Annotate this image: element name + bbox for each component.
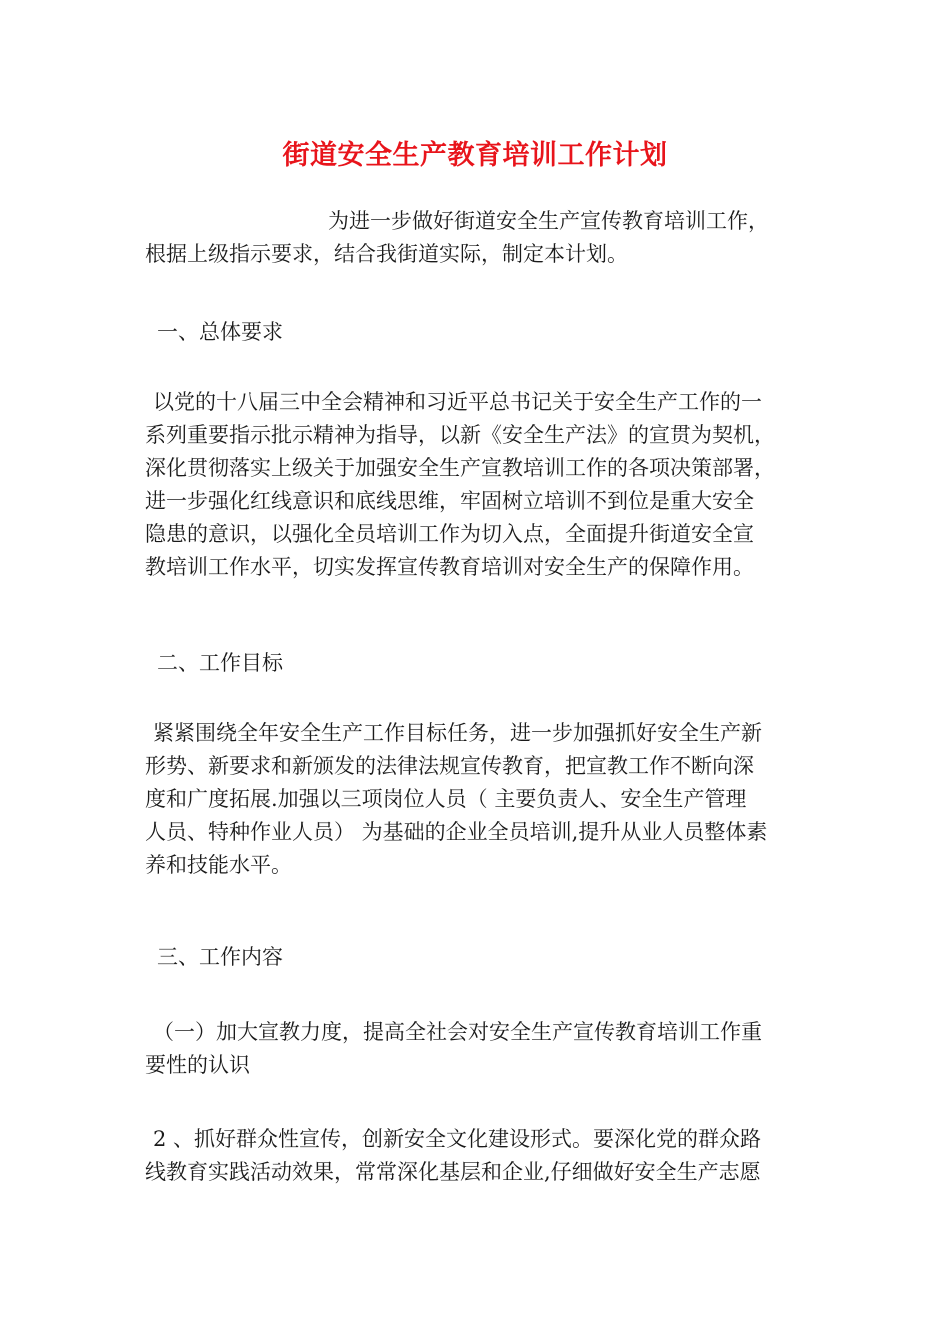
text-line: 养和技能水平。	[145, 853, 292, 877]
paragraph-work-goals	[145, 717, 825, 882]
text-line: 进一步强化红线意识和底线思维，牢固树立培训不到位是重大安全	[145, 489, 754, 513]
text-line: 人员、特种作业人员） 为基础的企业全员培训,提升从业人员整体素	[145, 820, 768, 844]
text-line: 隐患的意识，以强化全员培训工作为切入点，全面提升街道安全宣	[145, 522, 754, 546]
text-line: 深化贯彻落实上级关于加强安全生产宣教培训工作的各项决策部署，	[145, 456, 775, 480]
text-line: 形势、新要求和新颁发的法律法规宣传教育，把宣教工作不断向深	[145, 754, 754, 778]
text-line: 系列重要指示批示精神为指导，以新《安全生产法》的宣贯为契机，	[145, 423, 775, 447]
text-line: 根据上级指示要求，结合我街道实际，制定本计划。	[145, 242, 628, 266]
paragraph-subsection-1	[145, 1016, 825, 1082]
text-line: 2 、抓好群众性宣传，创新安全文化建设形式。要深化党的群众路	[153, 1127, 762, 1151]
section-heading-2	[145, 647, 825, 680]
document-title: 街道安全生产教育培训工作计划	[282, 140, 668, 171]
paragraph-general-requirements	[145, 386, 825, 584]
text-line: 紧紧围绕全年安全生产工作目标任务，进一步加强抓好安全生产新	[153, 721, 762, 745]
text-line: （一）加大宣教力度，提高全社会对安全生产宣传教育培训工作重	[153, 1020, 762, 1044]
text-line: 要性的认识	[145, 1053, 250, 1077]
heading-text: 二、工作目标	[157, 651, 283, 675]
text-line: 线教育实践活动效果，常常深化基层和企业,仔细做好安全生产志愿	[145, 1160, 761, 1184]
text-line: 教培训工作水平，切实发挥宣传教育培训对安全生产的保障作用。	[145, 555, 754, 579]
section-heading-3	[145, 941, 825, 974]
heading-text: 三、工作内容	[157, 945, 283, 969]
heading-text: 一、总体要求	[157, 320, 283, 344]
text-line: 以党的十八届三中全会精神和习近平总书记关于安全生产工作的一	[153, 390, 762, 414]
intro-paragraph	[145, 205, 825, 271]
section-heading-1	[145, 316, 825, 349]
paragraph-item-2	[145, 1123, 825, 1189]
text-line: 为进一步做好街道安全生产宣传教育培训工作，	[328, 209, 769, 233]
text-line: 度和广度拓展.加强以三项岗位人员（ 主要负责人、安全生产管理	[145, 787, 747, 811]
